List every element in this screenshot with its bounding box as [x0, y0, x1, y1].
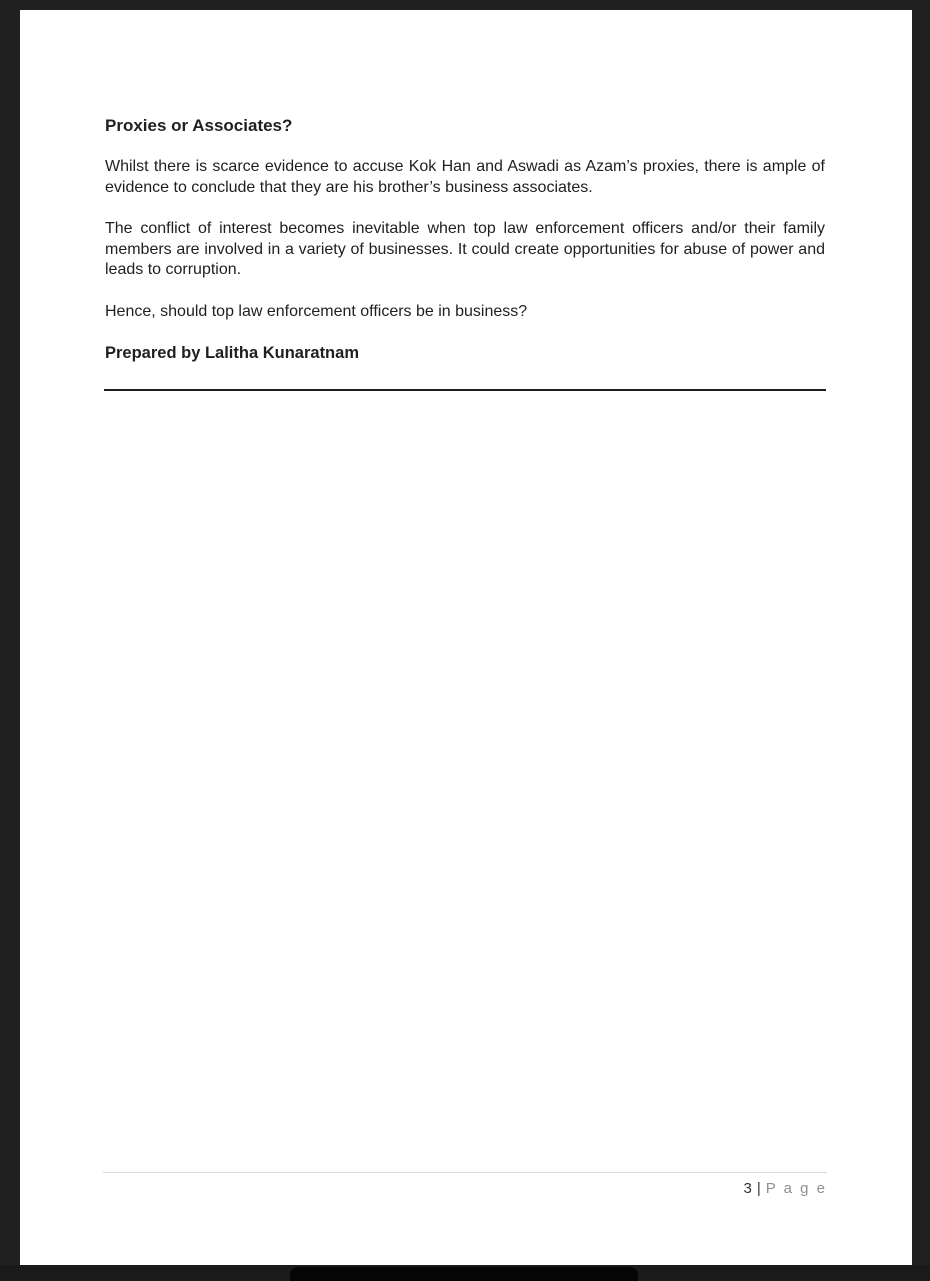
document-content [105, 115, 825, 391]
paragraph: Hence, should top law enforcement officers be in business? [105, 302, 528, 320]
paragraph: The conflict of interest becomes inevitable when top law enforcement officers and/or their family members are involved in a variety of businesses. It could create opportunities for abuse of power and leads to corruption. [105, 220, 825, 278]
document-page [20, 10, 912, 1265]
page-number: 3 [743, 1180, 752, 1197]
bottom-bar [0, 1265, 930, 1280]
section-heading: Proxies or Associates? [105, 116, 293, 135]
footer-page-label: P a g e [765, 1180, 827, 1197]
footer-separator: | [756, 1180, 761, 1197]
home-indicator[interactable] [290, 1267, 638, 1281]
signature-divider [104, 389, 826, 391]
page-footer [103, 1172, 827, 1198]
paragraph: Whilst there is scarce evidence to accuse Kok Han and Aswadi as Azam’s proxies, there is ample of evidence to conclude that they are his brother’s business associates. [105, 158, 825, 196]
author-line: Prepared by Lalitha Kunaratnam [105, 344, 359, 362]
